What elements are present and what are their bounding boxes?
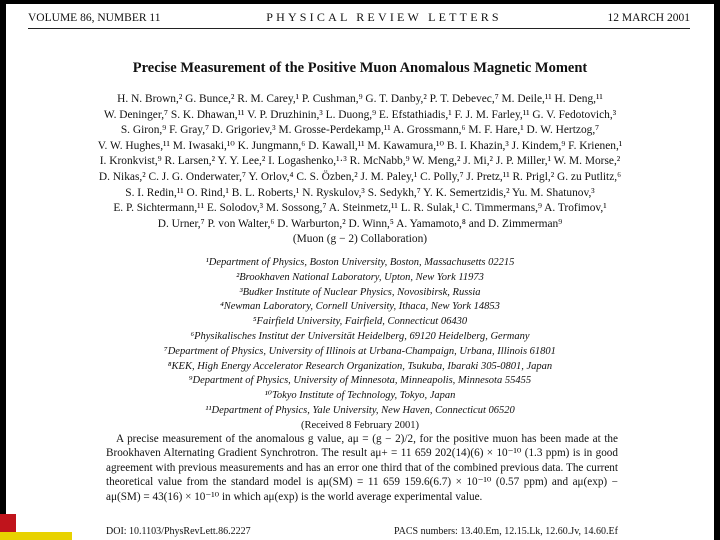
affiliation: ⁸KEK, High Energy Accelerator Research Organization, Tsukuba, Ibaraki 305-0801, Japan — [167, 360, 553, 372]
paper-title: Precise Measurement of the Positive Muon Anomalous Magnetic Moment — [132, 60, 588, 76]
received-date: (Received 8 February 2001) — [300, 419, 420, 431]
author-line: W. Deninger,⁷ S. K. Dhawan,¹¹ V. P. Druzhinin,³ L. Duong,⁹ E. Efstathiadis,¹ F. J. M. Farley,¹¹ G. V. Fedotovich,³ — [103, 108, 617, 121]
affiliation-list — [46, 256, 674, 434]
affiliation: ⁵Fairfield University, Fairfield, Connecticut 06430 — [252, 316, 468, 328]
affiliation: ¹⁰Tokyo Institute of Technology, Tokyo, Japan — [264, 390, 456, 402]
issue-date: 12 MARCH 2001 — [607, 12, 690, 24]
paper-page — [6, 4, 714, 540]
author-line: I. Kronkvist,⁹ R. Larsen,² Y. Y. Lee,² I. Logashenko,¹·³ R. McNabb,⁹ W. Meng,² J. Mi,² J. P. Miller,¹ W. M. Morse,² — [99, 155, 621, 168]
affiliation: ⁴Newman Laboratory, Cornell University, Ithaca, New York 14853 — [220, 301, 500, 313]
volume-number: VOLUME 86, NUMBER 11 — [28, 12, 161, 24]
affiliation: ¹¹Department of Physics, Yale University, New Haven, Connecticut 06520 — [205, 404, 515, 416]
doi-link[interactable]: DOI: 10.1103/PhysRevLett.86.2227 — [106, 526, 251, 537]
author-line: E. P. Sichtermann,¹¹ E. Solodov,³ M. Sossong,⁷ A. Steinmetz,¹¹ L. R. Sulak,¹ C. Timmermans,⁹ A. Trofimov,¹ — [113, 202, 607, 215]
journal-name: PHYSICAL REVIEW LETTERS — [266, 10, 502, 24]
author-line: S. Giron,⁹ F. Gray,⁷ D. Grigoriev,³ M. Grosse-Perdekamp,¹¹ A. Grossmann,⁶ M. F. Hare,¹ D. W. Hertzog,⁷ — [120, 124, 600, 137]
affiliation: ³Budker Institute of Nuclear Physics, Novosibirsk, Russia — [239, 286, 481, 298]
author-line: D. Nikas,² C. J. G. Onderwater,⁷ Y. Orlov,⁴ C. S. Özben,² J. M. Paley,¹ C. Polly,⁷ J. Pretz,¹¹ R. Prigl,² G. zu Putlitz,⁶ — [98, 170, 622, 183]
journal-header — [28, 10, 690, 26]
collaboration-name: (Muon (g − 2) Collaboration) — [292, 233, 428, 246]
author-line: H. N. Brown,² G. Bunce,² R. M. Carey,¹ P. Cushman,⁹ G. T. Danby,² P. T. Debevec,⁷ M. Deile,¹¹ H. Deng,¹¹ — [117, 93, 603, 105]
paper-footer — [106, 526, 618, 537]
abstract: A precise measurement of the anomalous g value, aμ = (g − 2)/2, for the positive muon has been made at the Brookhaven Alternating Gradient Synchrotron. The result aμ+ = 11 659 202(14)(6) × 10⁻¹⁰ (1.3 ppm) is in good agreement with previous measurements and has an error one third that of the combined previous data. The current theoretical value from the standard model is aμ(SM) = 11 659 159.6(6.7) × 10⁻¹⁰ (0.57 ppm) and aμ(exp) − aμ(SM) = 43(16) × 10⁻¹⁰ in which aμ(exp) is the world average experimental value. — [106, 433, 618, 503]
pacs-numbers: PACS numbers: 13.40.Em, 12.15.Lk, 12.60.Jv, 14.60.Ef — [394, 526, 618, 537]
affiliation: ²Brookhaven National Laboratory, Upton, New York 11973 — [236, 271, 484, 283]
affiliation: ⁷Department of Physics, University of Illinois at Urbana-Champaign, Urbana, Illinois 61801 — [164, 345, 556, 357]
affiliation: ⁹Department of Physics, University of Minnesota, Minneapolis, Minnesota 55455 — [188, 375, 532, 387]
author-line: S. I. Redin,¹¹ O. Rind,¹ B. L. Roberts,¹ N. Ryskulov,³ S. Sedykh,⁷ Y. K. Semertzidis,² Yu. M. Shatunov,³ — [125, 186, 595, 199]
affiliation: ⁶Physikalisches Institut der Universität Heidelberg, 69120 Heidelberg, Germany — [190, 330, 530, 342]
affiliation: ¹Department of Physics, Boston University, Boston, Massachusetts 02215 — [205, 257, 515, 268]
author-line: V. W. Hughes,¹¹ M. Iwasaki,¹⁰ K. Jungmann,⁶ D. Kawall,¹¹ M. Kawamura,¹⁰ B. I. Khazin,³ J. Kindem,⁹ F. Krienen,¹ — [97, 139, 623, 152]
corner-stripe — [0, 532, 72, 540]
author-line: D. Urner,⁷ P. von Walter,⁶ D. Warburton,² D. Winn,⁵ A. Yamamoto,⁸ and D. Zimmerman⁹ — [157, 217, 563, 230]
header-rule — [28, 28, 690, 29]
author-list — [28, 92, 692, 248]
